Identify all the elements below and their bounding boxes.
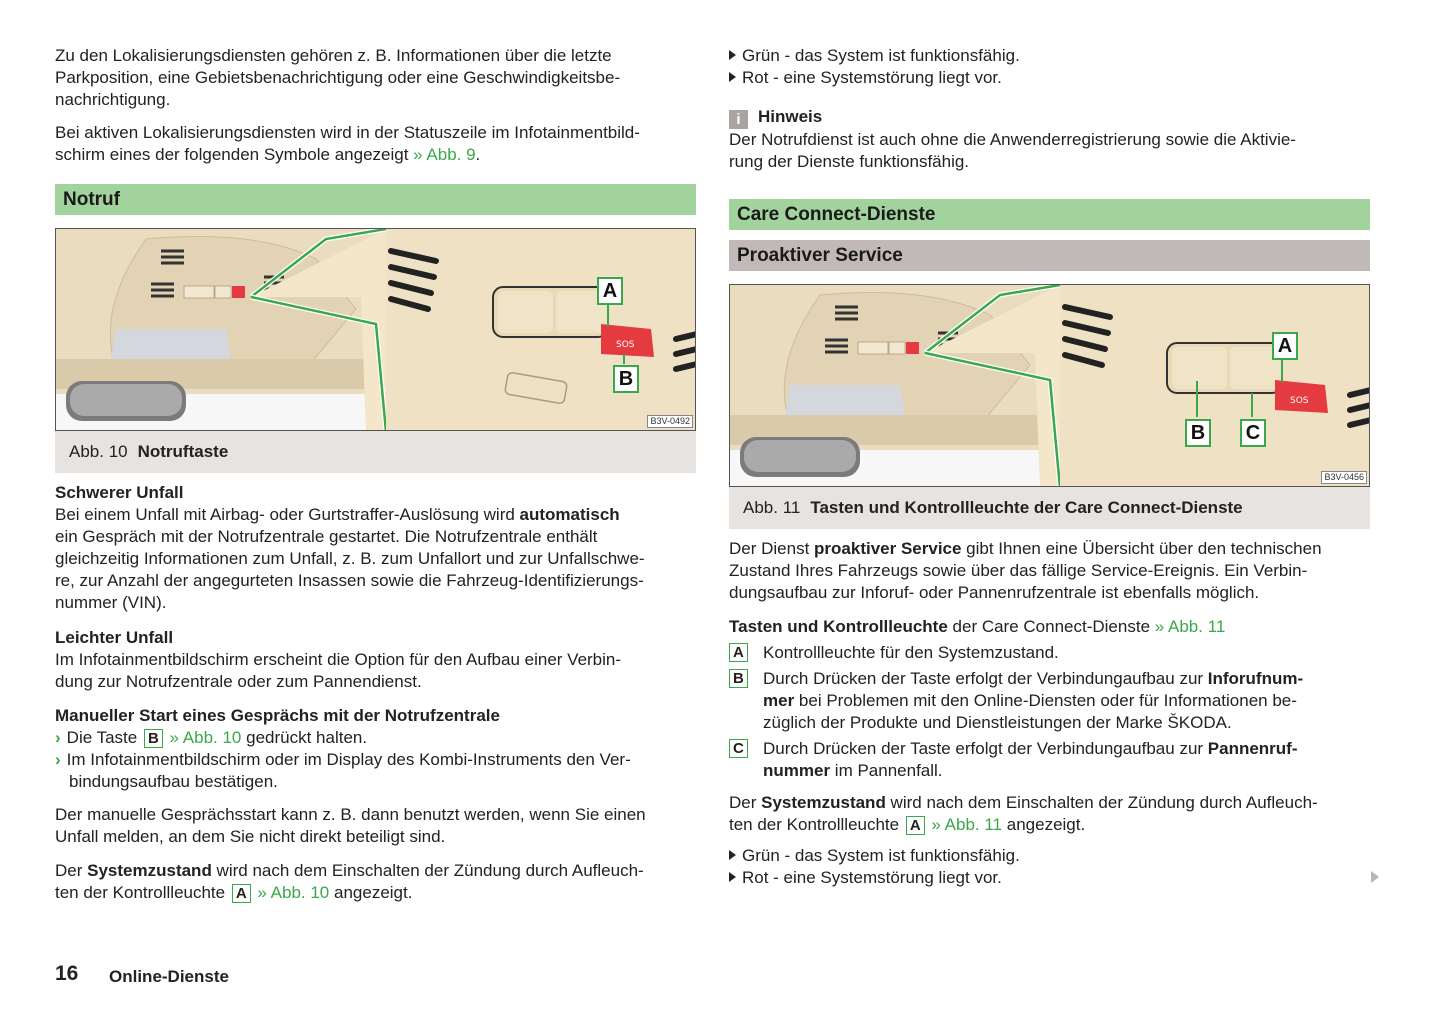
systemzustand-paragraph: [55, 860, 696, 904]
callout-a: A: [597, 277, 623, 305]
triangle-bullet-icon: [729, 872, 736, 882]
key-b-label: B: [729, 669, 748, 688]
svg-text:SOS: SOS: [1290, 396, 1309, 406]
text-line: [729, 538, 1370, 560]
car-roof-console-illustration: [56, 229, 696, 431]
chevron-right-icon: ›: [55, 728, 61, 747]
text-line: [729, 616, 1370, 638]
figure-caption: [729, 487, 1370, 529]
key-b-label: B: [144, 729, 163, 748]
text-line: gleichzeitig Informationen zum Unfall, z. B. zum Unfallort und zur Unfallschwe-: [55, 549, 645, 568]
text-line: [763, 738, 1370, 760]
text-bold: Tasten und Kontrollleuchte: [729, 617, 948, 636]
figure-link[interactable]: » Abb. 11: [1154, 617, 1226, 636]
subheading-schwerer-unfall: Schwerer Unfall: [55, 483, 184, 502]
triangle-bullet-icon: [729, 850, 736, 860]
svg-text:SOS: SOS: [616, 340, 635, 350]
callout-b: B: [1185, 419, 1211, 447]
section-header-notruf: Notruf: [55, 184, 696, 215]
key-a-label: A: [729, 643, 748, 662]
text-line: [55, 882, 696, 904]
subheading-leichter-unfall: Leichter Unfall: [55, 628, 174, 647]
intro-paragraph-1: [55, 45, 620, 111]
text: Rot - eine Systemstörung liegt vor.: [742, 868, 1002, 887]
figure-care-connect-buttons: [729, 284, 1370, 487]
text: der Care Connect-Dienste: [947, 617, 1155, 636]
text-line: nummer (VIN).: [55, 593, 167, 612]
text-bold: Systemzustand: [87, 861, 212, 880]
text: Grün - das System ist funktionsfähig.: [742, 846, 1020, 865]
figure-link[interactable]: » Abb. 10: [257, 883, 330, 902]
key-a-label: A: [232, 884, 251, 903]
text: Grün - das System ist funktionsfähig.: [742, 46, 1020, 65]
manueller-start-block: [55, 705, 696, 793]
caption-number: Abb. 11: [743, 498, 801, 517]
image-code: B3V-0492: [647, 415, 693, 428]
text-line: Zu den Lokalisierungsdiensten gehören z. B. Informationen über die letzte: [55, 46, 612, 65]
text-line: nachrichtigung.: [55, 90, 171, 109]
continue-arrow-icon[interactable]: [1371, 871, 1379, 883]
callout-a: A: [1272, 332, 1298, 360]
text-bold: Pannenruf-: [1207, 739, 1298, 758]
text-line: ein Gespräch mit der Notrufzentrale gestartet. Die Notrufzentrale enthält: [55, 527, 598, 546]
bullet-item: [729, 45, 1370, 67]
step-1: [55, 727, 696, 749]
text-line: [729, 792, 1370, 814]
subsection-header-proaktiver-service: Proaktiver Service: [729, 240, 1370, 271]
text: gibt Ihnen eine Übersicht über den technischen: [961, 539, 1322, 558]
caption-title: Notruftaste: [137, 442, 229, 461]
text: Der: [729, 793, 762, 812]
step-2: [55, 749, 696, 771]
page-number: 16: [55, 962, 79, 985]
text: bei Problemen mit den Online-Diensten oder für Informationen be-: [794, 691, 1297, 710]
text: Bei einem Unfall mit Airbag- oder Gurtstraffer-Auslösung wird: [55, 505, 520, 524]
text: angezeigt.: [1006, 815, 1086, 834]
key-a-label: A: [906, 816, 925, 835]
text-line: dungsaufbau zur Inforuf- oder Pannenrufzentrale ist ebenfalls möglich.: [729, 583, 1260, 602]
text: wird nach dem Einschalten der Zündung durch Aufleuch-: [885, 793, 1318, 812]
callout-c: C: [1240, 419, 1266, 447]
text-line: re, zur Anzahl der angegurteten Insassen sowie die Fahrzeug-Identifizierungs-: [55, 571, 644, 590]
text-line: [55, 504, 696, 526]
text: Durch Drücken der Taste erfolgt der Verbindungaufbau zur: [763, 669, 1208, 688]
caption-number: Abb. 10: [69, 442, 128, 461]
figure-link[interactable]: » Abb. 11: [931, 815, 1003, 834]
text-bold: automatisch: [519, 505, 620, 524]
triangle-bullet-icon: [729, 72, 736, 82]
text: ten der Kontrollleuchte: [55, 883, 226, 902]
text-line: Bei aktiven Lokalisierungsdiensten wird in der Statuszeile im Infotainmentbild-: [55, 123, 640, 142]
text: Durch Drücken der Taste erfolgt der Verbindungaufbau zur: [763, 739, 1208, 758]
note-header: [729, 106, 1370, 129]
note-title: Hinweis: [758, 107, 823, 126]
text-bold: mer: [763, 691, 795, 710]
text: angezeigt.: [334, 883, 413, 902]
bullet-item: [729, 845, 1370, 867]
subheading-manueller-start: Manueller Start eines Gesprächs mit der Notrufzentrale: [55, 706, 500, 725]
text-bold: Inforufnum-: [1207, 669, 1304, 688]
text: Der: [55, 861, 88, 880]
text-line: Parkposition, eine Gebietsbenachrichtigung oder eine Geschwindigkeitsbe-: [55, 68, 621, 87]
text-line: Zustand Ihres Fahrzeugs sowie über das fällige Service-Ereignis. Ein Verbin-: [729, 561, 1308, 580]
text-line: [55, 860, 696, 882]
intro-paragraph-2: [55, 122, 640, 166]
triangle-bullet-icon: [729, 50, 736, 60]
text: wird nach dem Einschalten der Zündung durch Aufleuch-: [211, 861, 644, 880]
figure-caption: [55, 431, 696, 473]
bullet-item: [729, 867, 1370, 889]
text-line: Der manuelle Gesprächsstart kann z. B. dann benutzt werden, wenn Sie einen: [55, 805, 646, 824]
bullets-top: [729, 45, 1370, 89]
text-line: [55, 144, 640, 166]
text-line: Im Infotainmentbildschirm erscheint die Option für den Aufbau einer Verbin-: [55, 650, 622, 669]
tasten-heading: [729, 616, 1370, 638]
text: .: [475, 145, 481, 164]
legend-item-c: [729, 738, 1370, 782]
chevron-right-icon: ›: [55, 750, 61, 769]
text-bold: nummer: [763, 761, 831, 780]
leichter-unfall-block: [55, 627, 696, 693]
callout-b: B: [613, 365, 639, 393]
info-icon: i: [729, 110, 748, 129]
figure-link[interactable]: » Abb. 10: [169, 728, 242, 747]
text-line: Der Notrufdienst ist auch ohne die Anwenderregistrierung sowie die Aktivie-: [729, 130, 1296, 149]
text: ten der Kontrollleuchte: [729, 815, 900, 834]
text-line: züglich der Produkte und Dienstleistungen der Marke ŠKODA.: [763, 713, 1232, 732]
figure-notruftaste: [55, 228, 696, 431]
text: gedrückt halten.: [246, 728, 368, 747]
schwerer-unfall-block: [55, 482, 696, 614]
note-box: [729, 106, 1370, 173]
caption-title: Tasten und Kontrollleuchte der Care Connect-Dienste: [810, 498, 1243, 517]
text-line: Unfall melden, an dem Sie nicht direkt beteiligt sind.: [55, 827, 446, 846]
text-line: [763, 668, 1370, 690]
section-header-care-connect: Care Connect-Dienste: [729, 199, 1370, 230]
text: Kontrollleuchte für den Systemzustand.: [763, 643, 1059, 662]
figure-link[interactable]: » Abb. 9: [413, 145, 476, 164]
text: Rot - eine Systemstörung liegt vor.: [742, 68, 1002, 87]
text: im Pannenfall.: [830, 761, 943, 780]
text: Im Infotainmentbildschirm oder im Display des Kombi-Instruments den Ver-: [66, 750, 631, 769]
bullets-bottom: [729, 845, 1370, 889]
text-line: [729, 814, 1370, 836]
text-bold: proaktiver Service: [814, 539, 962, 558]
chapter-title: Online-Dienste: [109, 967, 229, 986]
text-line: rung der Dienste funktionsfähig.: [729, 152, 970, 171]
car-roof-console-illustration: [730, 285, 1370, 487]
text-line: dung zur Notrufzentrale oder zum Pannendienst.: [55, 672, 422, 691]
text-line: [763, 690, 1370, 712]
bullet-item: [729, 67, 1370, 89]
proaktiver-service-paragraph: [729, 538, 1370, 604]
text: Der Dienst: [729, 539, 815, 558]
manuell-paragraph: [55, 804, 696, 848]
systemzustand-paragraph: [729, 792, 1370, 836]
text-bold: Systemzustand: [761, 793, 886, 812]
text: Die Taste: [66, 728, 138, 747]
legend-item-b: [729, 668, 1370, 734]
key-c-label: C: [729, 739, 748, 758]
image-code: B3V-0456: [1321, 471, 1367, 484]
text-line: bindungsaufbau bestätigen.: [69, 772, 278, 791]
text: schirm eines der folgenden Symbole angezeigt: [55, 145, 414, 164]
text-line: [763, 760, 1370, 782]
legend-item-a: [729, 642, 1370, 664]
